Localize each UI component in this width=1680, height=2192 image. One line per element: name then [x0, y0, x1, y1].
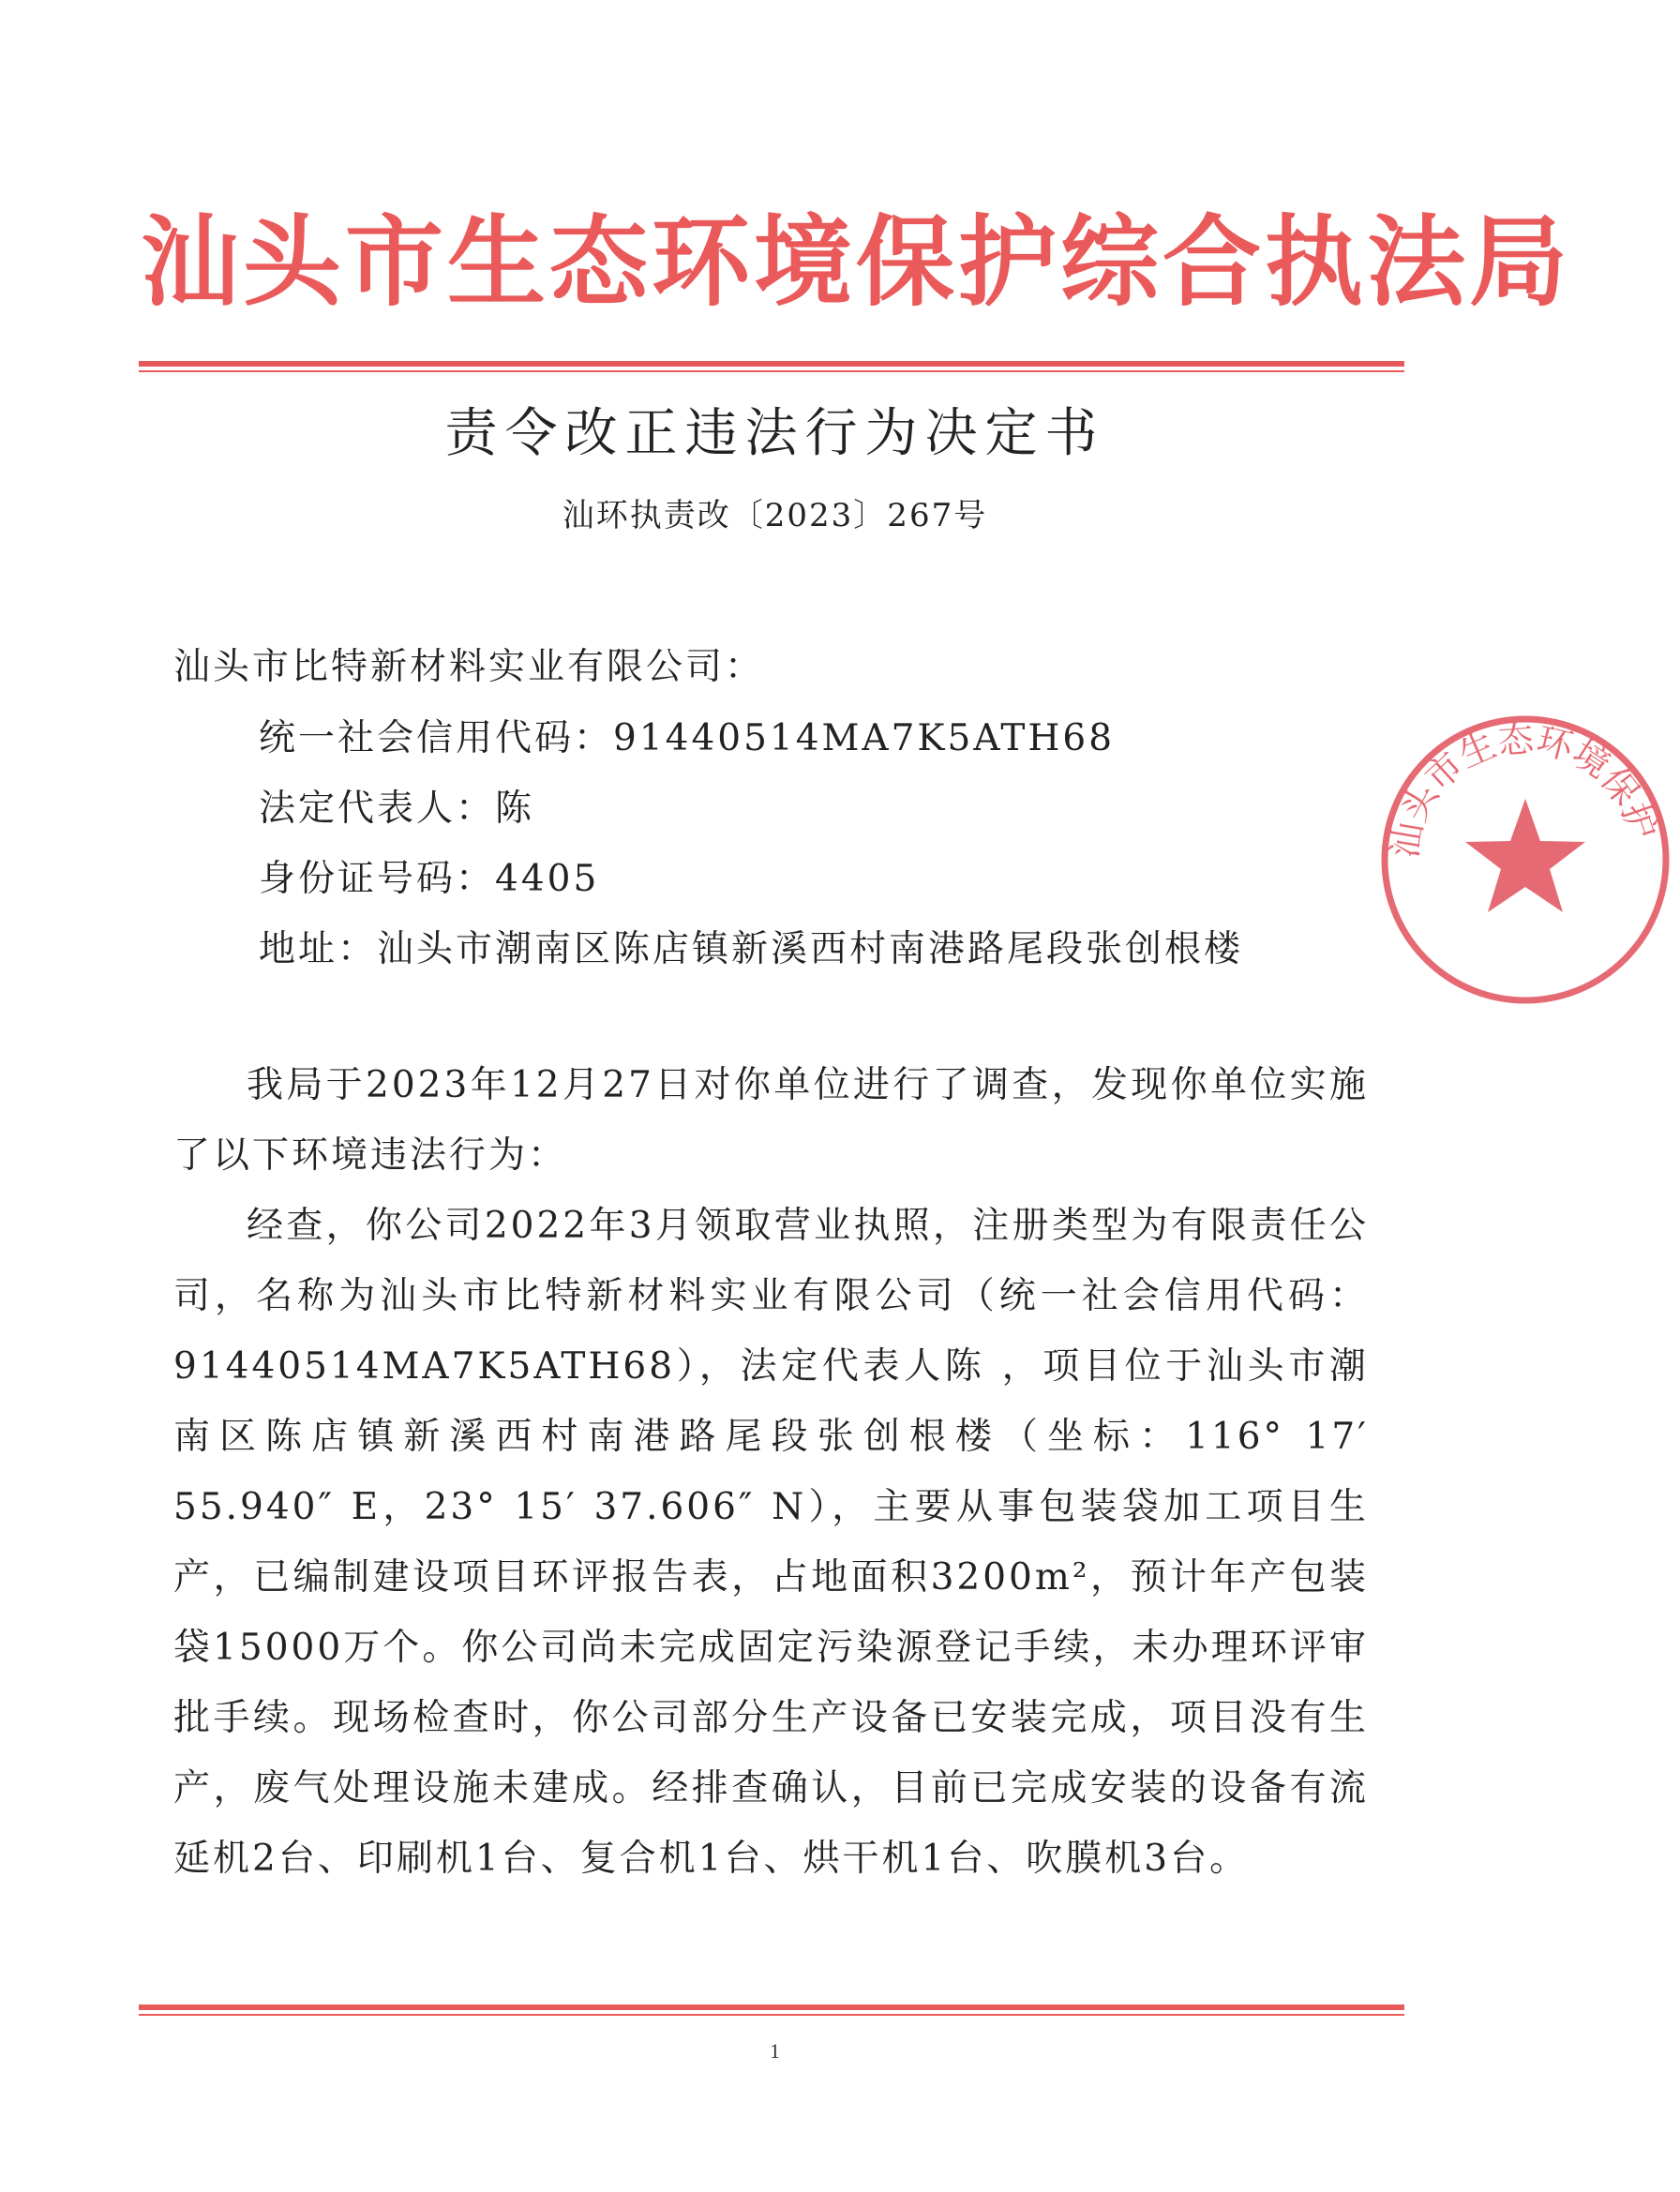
- recipient-info: [259, 703, 1384, 984]
- official-seal-stamp: [1371, 705, 1680, 1014]
- paragraph-investigation: 我局于2023年12月27日对你单位进行了调查，发现你单位实施了以下环境违法行为：: [173, 1064, 1369, 1177]
- header-divider: [139, 361, 1404, 372]
- addressee: 汕头市比特新材料实业有限公司：: [173, 646, 765, 688]
- document-number: 汕环执责改〔2023〕267号: [562, 497, 988, 534]
- footer-divider: [139, 2004, 1404, 2016]
- document-title: 责令改正违法行为决定书: [444, 403, 1105, 464]
- seal-star-icon: [1465, 799, 1585, 912]
- credit-code-line: 统一社会信用代码：91440514MA7K5ATH68: [259, 717, 1116, 759]
- agency-header: 汕头市生态环境保护综合执法局: [141, 203, 1572, 320]
- id-number-line: 身份证号码：4405: [259, 858, 600, 900]
- paragraph-findings: 经查，你公司2022年3月领取营业执照，注册类型为有限责任公司，名称为汕头市比特新材料实业有限公司（统一社会信用代码：91440514MA7K5ATH68），法定代表人陈 ，项目位于汕头市潮南区陈店镇新溪西村南港路尾段张创根楼（坐标：116° 17′ 55.940″ E，23° 15′ 37.606″ N），主要从事包装袋加工项目生产，已编制建设项目环评报告表，占地面积3200m²，预计年产包装袋15000万个。你公司尚未完成固定污染源登记手续，未办理环评审批手续。现场检查时，你公司部分生产设备已安装完成，项目没有生产，废气处理设施未建成。经排查确认，目前已完成安装的设备有流延机2台、印刷机1台、复合机1台、烘干机1台、吹膜机3台。: [173, 1205, 1369, 1880]
- page-number: 1: [770, 2039, 780, 2063]
- address-line: 地址：汕头市潮南区陈店镇新溪西村南港路尾段张创根楼: [259, 928, 1244, 970]
- seal-text: 汕头市生态环境保护: [1383, 718, 1665, 862]
- legal-rep-line: 法定代表人：陈: [259, 788, 535, 830]
